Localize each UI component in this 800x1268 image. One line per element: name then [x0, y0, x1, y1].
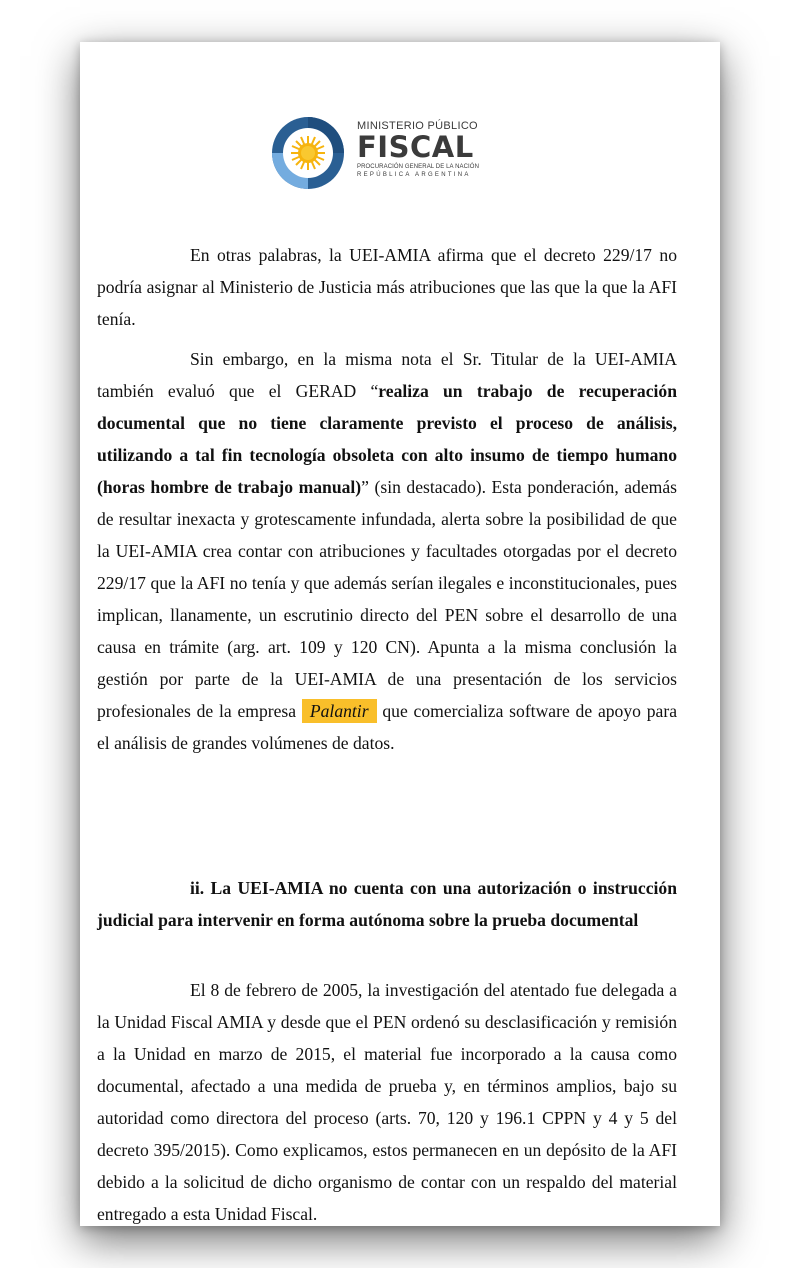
- paragraph-2-body: ” (sin destacado). Esta ponderación, además de resultar inexacta y grotescamente infundada, alerta sobre la posibilidad de que la UEI-AMIA crea contar con atribuciones y facultades otorgadas por el decreto 229/17 que la AFI no tenía y que además serían ilegales e inconstitucionales, pues implican, llanamente, un escrutinio directo del PEN sobre el desarrollo de una causa en trámite (arg. art. 109 y 120 CN). Apunta a la misma conclusión la gestión por parte de la UEI-AMIA de una presentación de los servicios profesionales de la empresa: [97, 477, 677, 721]
- logo-fiscal-text: FISCAL: [357, 130, 474, 164]
- highlighted-palantir: Palantir: [302, 699, 377, 723]
- section-heading: [97, 872, 677, 936]
- logo-procuracion-text: PROCURACIÓN GENERAL DE LA NACIÓN: [357, 164, 480, 170]
- logo-republica-text: REPÚBLICA ARGENTINA: [357, 172, 471, 178]
- paragraph-2-quote: realiza un trabajo de recuperación documental que no tiene claramente previsto el proceso de análisis, utilizando a tal fin tecnología obsoleta con alto insumo de tiempo humano (horas hombre de trabajo manual): [97, 381, 677, 497]
- logo-ministerio-text: MINISTERIO PÚBLICO: [357, 120, 478, 132]
- sun-emblem-icon: [271, 116, 345, 190]
- paragraph-1: En otras palabras, la UEI-AMIA afirma que el decreto 229/17 no podría asignar al Ministerio de Justicia más atribuciones que las que la que la AFI tenía.: [97, 245, 677, 329]
- paragraph-2-end: que comercializa software de apoyo para el análisis de grandes volúmenes de datos.: [97, 701, 677, 753]
- document-page: [80, 42, 720, 1226]
- ministerio-publico-fiscal-logo: [271, 116, 491, 190]
- paragraph-3: El 8 de febrero de 2005, la investigación del atentado fue delegada a la Unidad Fiscal AMIA y desde que el PEN ordenó su desclasificación y remisión a la Unidad en marzo de 2015, el material fue incorporado a la causa como documental, afectado a una medida de prueba y, en términos amplios, bajo su autoridad como directora del proceso (arts. 70, 120 y 196.1 CPPN y 4 y 5 del decreto 395/2015). Como explicamos, estos permanecen en un depósito de la AFI debido a la solicitud de dicho organismo de contar con un respaldo del material entregado a esta Unidad Fiscal.: [97, 980, 677, 1224]
- paragraph-2: [97, 343, 677, 759]
- paragraph-2-intro: Sin embargo, en la misma nota el Sr. Titular de la UEI-AMIA también evaluó que el GERAD “: [97, 349, 677, 401]
- section-heading-text: ii. La UEI-AMIA no cuenta con una autorización o instrucción judicial para intervenir en forma autónoma sobre la prueba documental: [97, 878, 677, 930]
